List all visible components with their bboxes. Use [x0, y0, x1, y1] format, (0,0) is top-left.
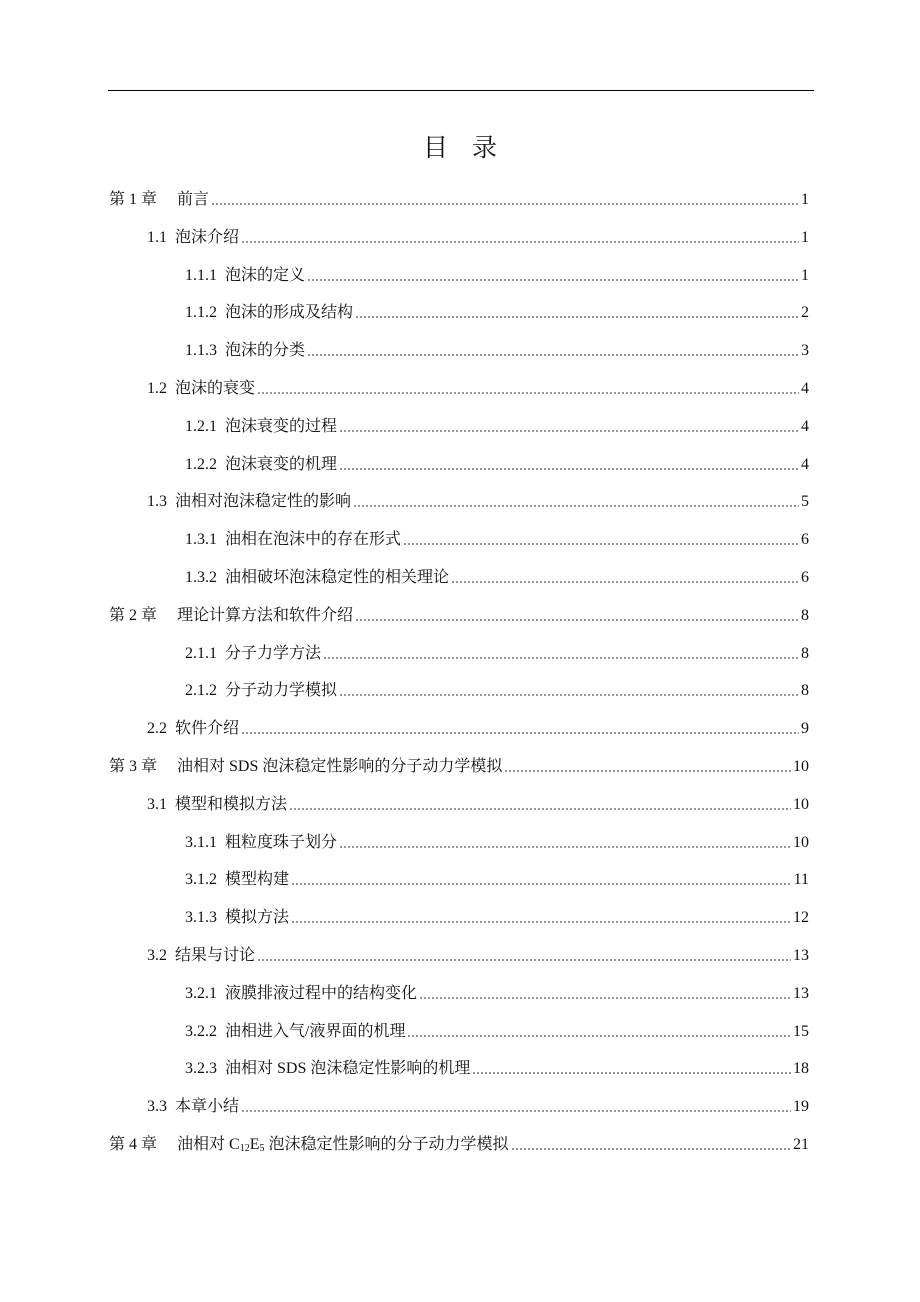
toc-entry-page-number: 5	[801, 493, 809, 511]
toc-entry-number: 3.3	[147, 1098, 167, 1116]
dot-leader	[307, 279, 799, 281]
dot-leader	[451, 581, 799, 583]
toc-entry-title: 泡沫的分类	[225, 342, 306, 360]
toc-entry-page-number: 18	[793, 1060, 809, 1078]
toc-entry-title: 泡沫介绍	[175, 228, 240, 246]
toc-entry-page-number: 15	[793, 1022, 809, 1040]
toc-entry-number: 1.3	[147, 493, 167, 511]
dot-leader	[241, 732, 799, 734]
dot-leader	[339, 846, 791, 848]
toc-entry-title: 分子力学方法	[225, 644, 322, 662]
page-title	[0, 132, 920, 164]
toc-entry-title: 粗粒度珠子划分	[225, 833, 338, 851]
toc-entry-title: 软件介绍	[175, 720, 240, 738]
dot-leader	[289, 808, 791, 810]
toc-entry[interactable]	[147, 489, 809, 515]
toc-entry-page-number: 10	[793, 758, 809, 775]
dot-leader	[339, 468, 799, 470]
toc-entry-number: 3.2.1	[185, 984, 217, 1002]
dot-leader	[257, 959, 791, 961]
toc-entry[interactable]	[185, 905, 809, 931]
toc-entry-page-number: 21	[793, 1136, 809, 1153]
toc-entry-number: 1.2.1	[185, 417, 217, 435]
toc-entry-title: 油相对 SDS 泡沫稳定性影响的分子动力学模拟	[177, 758, 503, 775]
toc-entry[interactable]	[147, 225, 809, 251]
toc-entry-title: 模型构建	[225, 871, 290, 889]
toc-entry-page-number: 12	[793, 909, 809, 927]
dot-leader	[419, 997, 791, 999]
toc-entry[interactable]	[185, 1056, 809, 1082]
toc-entry-page-number: 13	[793, 947, 809, 964]
toc-entry[interactable]	[185, 565, 809, 591]
toc-entry-number: 1.1.2	[185, 304, 217, 322]
toc-entry-number: 3.1	[147, 795, 167, 813]
toc-entry-title-subscript: 5	[259, 1143, 265, 1154]
toc-entry-number: 3.2	[147, 947, 167, 964]
toc-entry-number: 1.2	[147, 380, 167, 397]
page-title-left: 目	[422, 133, 448, 162]
toc-entry[interactable]	[147, 1094, 809, 1120]
header-rule	[108, 90, 814, 91]
toc-entry-page-number: 3	[801, 342, 809, 360]
toc-entry-title-part: E	[249, 1136, 260, 1153]
toc-entry-page-number: 1	[801, 228, 809, 246]
toc-entry-page-number: 1	[801, 266, 809, 284]
toc-entry[interactable]	[109, 603, 809, 629]
toc-entry-title: 液膜排液过程中的结构变化	[225, 984, 418, 1002]
dot-leader	[355, 316, 799, 318]
toc-entry-page-number: 2	[801, 304, 809, 322]
toc-entry-number: 第 2 章	[109, 606, 158, 624]
toc-entry[interactable]	[185, 641, 809, 667]
toc-entry-title: 油相进入气/液界面的机理	[225, 1022, 406, 1040]
toc-entry-page-number: 11	[793, 871, 809, 889]
dot-leader	[291, 883, 792, 885]
toc-entry[interactable]	[147, 716, 809, 742]
toc-entry[interactable]	[185, 1019, 809, 1045]
toc-entry-title: 泡沫的定义	[225, 266, 306, 284]
toc-entry[interactable]	[185, 452, 809, 478]
toc-entry[interactable]	[185, 527, 809, 553]
dot-leader	[323, 657, 799, 659]
toc-entry-title: 泡沫的衰变	[175, 380, 256, 397]
toc-entry-page-number: 8	[801, 606, 809, 624]
toc-entry-number: 1.2.2	[185, 455, 217, 473]
toc-entry-number: 1.3.1	[185, 531, 217, 549]
dot-leader	[472, 1072, 791, 1074]
toc-entry-title: 油相破坏泡沫稳定性的相关理论	[225, 569, 450, 586]
dot-leader	[339, 430, 799, 432]
toc-entry-number: 第 3 章	[109, 758, 158, 775]
toc-entry-title-part: 油相对 C	[177, 1136, 240, 1153]
toc-entry-title: 本章小结	[175, 1098, 240, 1116]
toc-entry-title-part: 泡沫稳定性影响的分子动力学模拟	[264, 1136, 509, 1153]
toc-entry-page-number: 6	[801, 531, 809, 549]
toc-entry[interactable]	[147, 943, 809, 969]
toc-entry-page-number: 13	[793, 984, 809, 1002]
toc-entry-number: 2.1.1	[185, 644, 217, 662]
toc-entry[interactable]	[185, 830, 809, 856]
toc-entry-title: 分子动力学模拟	[225, 682, 338, 700]
toc-entry-page-number: 9	[801, 720, 809, 738]
toc-entry-title-subscript: 12	[239, 1143, 250, 1154]
dot-leader	[211, 203, 799, 205]
toc-entry-page-number: 8	[801, 682, 809, 700]
toc-entry-title: 油相对 SDS 泡沫稳定性影响的机理	[225, 1060, 471, 1078]
toc-entry-title: 泡沫衰变的机理	[225, 455, 338, 473]
toc-entry-page-number: 19	[793, 1098, 809, 1116]
toc-entry[interactable]	[109, 1132, 809, 1158]
dot-leader	[339, 694, 799, 696]
toc-entry-number: 3.2.2	[185, 1022, 217, 1040]
toc-entry-page-number: 10	[793, 833, 809, 851]
dot-leader	[407, 1035, 791, 1037]
toc-entry-number: 第 4 章	[109, 1136, 158, 1153]
toc-entry[interactable]	[185, 414, 809, 440]
toc-entry[interactable]	[185, 678, 809, 704]
dot-leader	[307, 354, 799, 356]
dot-leader	[403, 543, 799, 545]
toc-entry-number: 1.1.3	[185, 342, 217, 360]
dot-leader	[504, 770, 791, 772]
toc-entry-number: 3.2.3	[185, 1060, 217, 1078]
toc-entry-page-number: 4	[801, 417, 809, 435]
toc-entry[interactable]	[185, 338, 809, 364]
toc-entry-page-number: 10	[793, 795, 809, 813]
toc-entry-title	[177, 1132, 508, 1158]
toc-entry-title: 模型和模拟方法	[175, 795, 288, 813]
toc-entry-page-number: 1	[801, 191, 809, 208]
toc-entry-title: 理论计算方法和软件介绍	[177, 606, 354, 624]
toc-entry-page-number: 4	[801, 380, 809, 397]
toc-entry-page-number: 6	[801, 569, 809, 586]
toc-entry-page-number: 8	[801, 644, 809, 662]
toc-entry-number: 2.1.2	[185, 682, 217, 700]
dot-leader	[511, 1148, 792, 1150]
toc-entry[interactable]	[185, 263, 809, 289]
toc-entry-title: 前言	[177, 191, 210, 208]
toc-entry[interactable]	[147, 376, 809, 402]
toc-entry-title: 油相在泡沫中的存在形式	[225, 531, 402, 549]
toc-entry-title: 泡沫衰变的过程	[225, 417, 338, 435]
toc-entry-title: 结果与讨论	[175, 947, 256, 964]
toc-entry[interactable]	[109, 754, 809, 780]
page-title-right: 录	[472, 133, 498, 162]
toc-entry-title: 油相对泡沫稳定性的影响	[175, 493, 352, 511]
toc-entry-number: 1.3.2	[185, 569, 217, 586]
toc-entry-number: 3.1.3	[185, 909, 217, 927]
toc-entry-number: 3.1.2	[185, 871, 217, 889]
toc-entry-number: 1.1	[147, 228, 167, 246]
toc-entry-number: 第 1 章	[109, 191, 158, 208]
dot-leader	[291, 921, 791, 923]
dot-leader	[353, 505, 799, 507]
dot-leader	[355, 619, 799, 621]
toc-entry-number: 3.1.1	[185, 833, 217, 851]
toc-entry[interactable]	[185, 867, 809, 893]
toc-entry[interactable]	[185, 981, 809, 1007]
dot-leader	[241, 241, 799, 243]
toc-entry-number: 1.1.1	[185, 266, 217, 284]
toc-entry[interactable]	[109, 187, 809, 213]
dot-leader	[257, 392, 799, 394]
toc-entry-number: 2.2	[147, 720, 167, 738]
toc-entry[interactable]	[147, 792, 809, 818]
toc-entry[interactable]	[185, 300, 809, 326]
toc-entry-title: 泡沫的形成及结构	[225, 304, 354, 322]
toc-entry-page-number: 4	[801, 455, 809, 473]
toc-entry-title: 模拟方法	[225, 909, 290, 927]
dot-leader	[241, 1110, 791, 1112]
